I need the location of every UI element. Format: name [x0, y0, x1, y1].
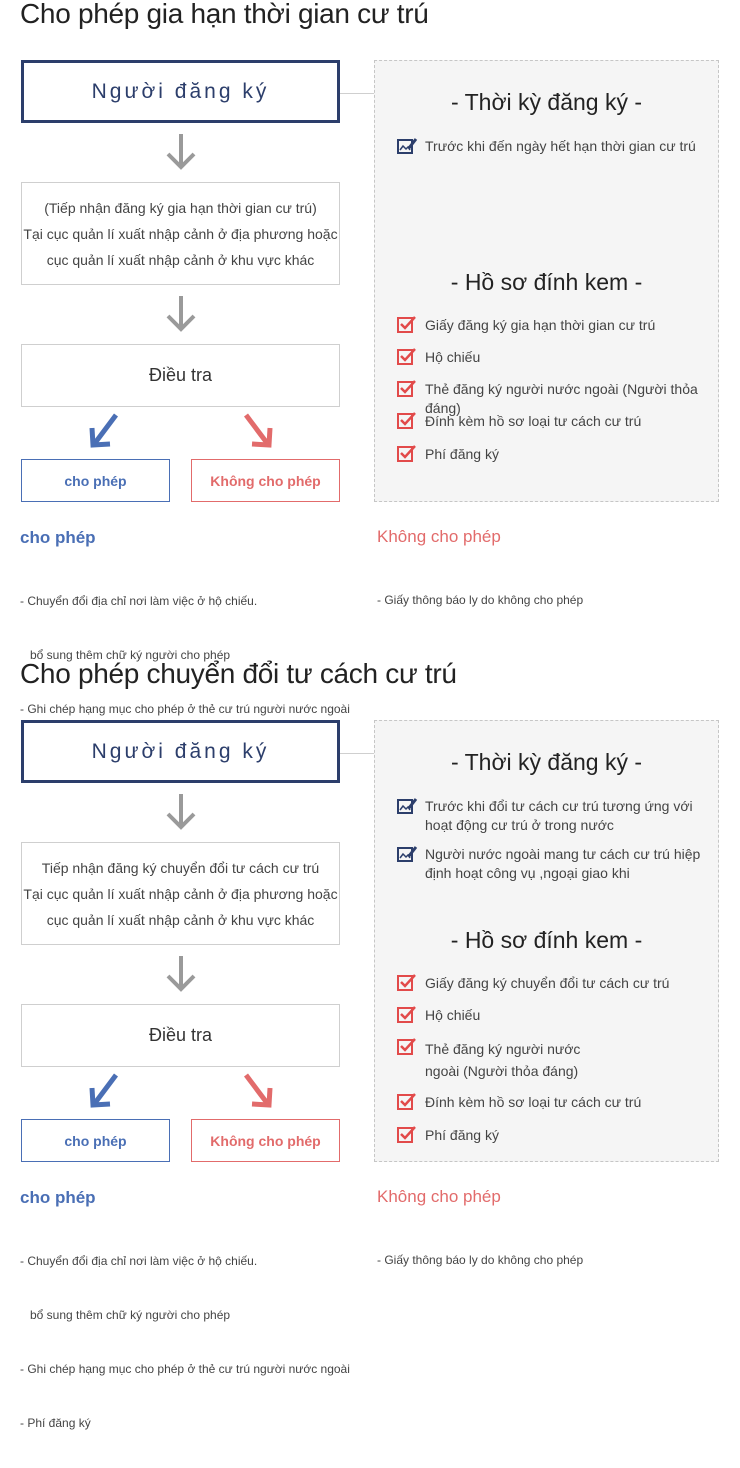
- doc-item: Giấy đăng ký chuyển đổi tư cách cư trú: [397, 974, 712, 993]
- approve-result-box: cho phép: [21, 459, 170, 502]
- reject-arrow-icon: [240, 1072, 276, 1110]
- process-box: [21, 182, 340, 285]
- info-panel: [374, 60, 719, 502]
- checkbox-checked-icon: [397, 1126, 417, 1144]
- period-item: Người nước ngoài mang tư cách cư trú hiệp định hoạt công vụ ,ngoại giao khi: [397, 845, 712, 883]
- process-line: Tại cục quản lí xuất nhập cảnh ở địa phương hoặc: [23, 225, 338, 242]
- process-line: cục quản lí xuất nhập cảnh ở khu vực khác: [46, 911, 315, 928]
- reject-arrow-icon: [240, 412, 276, 450]
- doc-item: Đính kèm hồ sơ loại tư cách cư trú: [397, 1093, 712, 1112]
- doc-item: Thẻ đăng ký người nước ngoài (Người thỏa đáng): [397, 1038, 617, 1082]
- checkbox-checked-icon: [397, 380, 417, 398]
- approve-arrow-icon: [86, 1072, 122, 1110]
- period-item: Trước khi đến ngày hết hạn thời gian cư trú: [397, 137, 712, 156]
- reject-notes: - Giấy thông báo ly do không cho phép: [377, 593, 584, 607]
- checkbox-checked-icon: [397, 974, 417, 992]
- connector-line: [340, 93, 375, 94]
- period-heading: - Thời kỳ đăng ký -: [450, 89, 643, 115]
- doc-item: Hộ chiếu: [397, 1006, 712, 1025]
- doc-item: Phí đăng ký: [397, 1126, 712, 1145]
- process-line: cục quản lí xuất nhập cảnh ở khu vực khác: [46, 251, 315, 268]
- doc-item: Giấy đăng ký gia hạn thời gian cư trú: [397, 316, 712, 335]
- approve-notes: - Chuyển đổi địa chỉ nơi làm việc ở hộ chiếu. bổ sung thêm chữ ký người cho phép - Ghi chép hạng mục cho phép ở thẻ cư trú người nước ngoài: [20, 594, 350, 716]
- applicant-box: Người đăng ký: [21, 720, 340, 783]
- section-status-change: [0, 658, 740, 1430]
- reject-notes: - Giấy thông báo ly do không cho phép: [377, 1253, 584, 1267]
- approve-result-box: cho phép: [21, 1119, 170, 1162]
- calendar-edit-icon: [397, 797, 417, 815]
- process-line: Tại cục quản lí xuất nhập cảnh ở địa phương hoặc: [23, 885, 338, 902]
- down-arrow-icon: [164, 792, 198, 832]
- period-item: Trước khi đổi tư cách cư trú tương ứng với hoạt động cư trú ở trong nước: [397, 797, 712, 835]
- checkbox-checked-icon: [397, 1093, 417, 1111]
- approve-note-title: cho phép: [20, 1188, 96, 1207]
- investigation-box: Điều tra: [21, 344, 340, 407]
- section-title: Cho phép chuyển đổi tư cách cư trú: [20, 658, 457, 689]
- approve-note-title: cho phép: [20, 528, 96, 547]
- process-line: (Tiếp nhận đăng ký gia hạn thời gian cư trú): [44, 199, 317, 216]
- calendar-edit-icon: [397, 845, 417, 863]
- down-arrow-icon: [164, 954, 198, 994]
- doc-item: Đính kèm hồ sơ loại tư cách cư trú: [397, 412, 712, 431]
- connector-line: [340, 753, 375, 754]
- down-arrow-icon: [164, 132, 198, 172]
- reject-result-box: Không cho phép: [191, 1119, 340, 1162]
- investigation-box: Điều tra: [21, 1004, 340, 1067]
- docs-heading: - Hồ sơ đính kem -: [450, 927, 643, 953]
- down-arrow-icon: [164, 294, 198, 334]
- checkbox-checked-icon: [397, 445, 417, 463]
- checkbox-checked-icon: [397, 348, 417, 366]
- reject-result-box: Không cho phép: [191, 459, 340, 502]
- section-title: Cho phép gia hạn thời gian cư trú: [20, 0, 429, 29]
- checkbox-checked-icon: [397, 1006, 417, 1024]
- doc-item: Hộ chiếu: [397, 348, 712, 367]
- checkbox-checked-icon: [397, 316, 417, 334]
- process-line: Tiếp nhận đăng ký chuyển đổi tư cách cư trú: [41, 859, 320, 876]
- approve-notes: - Chuyển đổi địa chỉ nơi làm việc ở hộ chiếu. bổ sung thêm chữ ký người cho phép - Ghi chép hạng mục cho phép ở thẻ cư trú người nước ngoài - Phí đăng ký: [20, 1254, 350, 1430]
- calendar-edit-icon: [397, 137, 417, 155]
- checkbox-checked-icon: [397, 1038, 417, 1056]
- process-box: [21, 842, 340, 945]
- checkbox-checked-icon: [397, 412, 417, 430]
- approve-arrow-icon: [86, 412, 122, 450]
- period-heading: - Thời kỳ đăng ký -: [450, 749, 643, 775]
- doc-item: Phí đăng ký: [397, 445, 712, 464]
- docs-heading: - Hồ sơ đính kem -: [450, 269, 643, 295]
- reject-note-title: Không cho phép: [377, 1187, 501, 1206]
- info-panel: [374, 720, 719, 1162]
- applicant-box: Người đăng ký: [21, 60, 340, 123]
- doc-item: Thẻ đăng ký người nước ngoài (Người thỏa đáng): [397, 380, 712, 418]
- reject-note-title: Không cho phép: [377, 527, 501, 546]
